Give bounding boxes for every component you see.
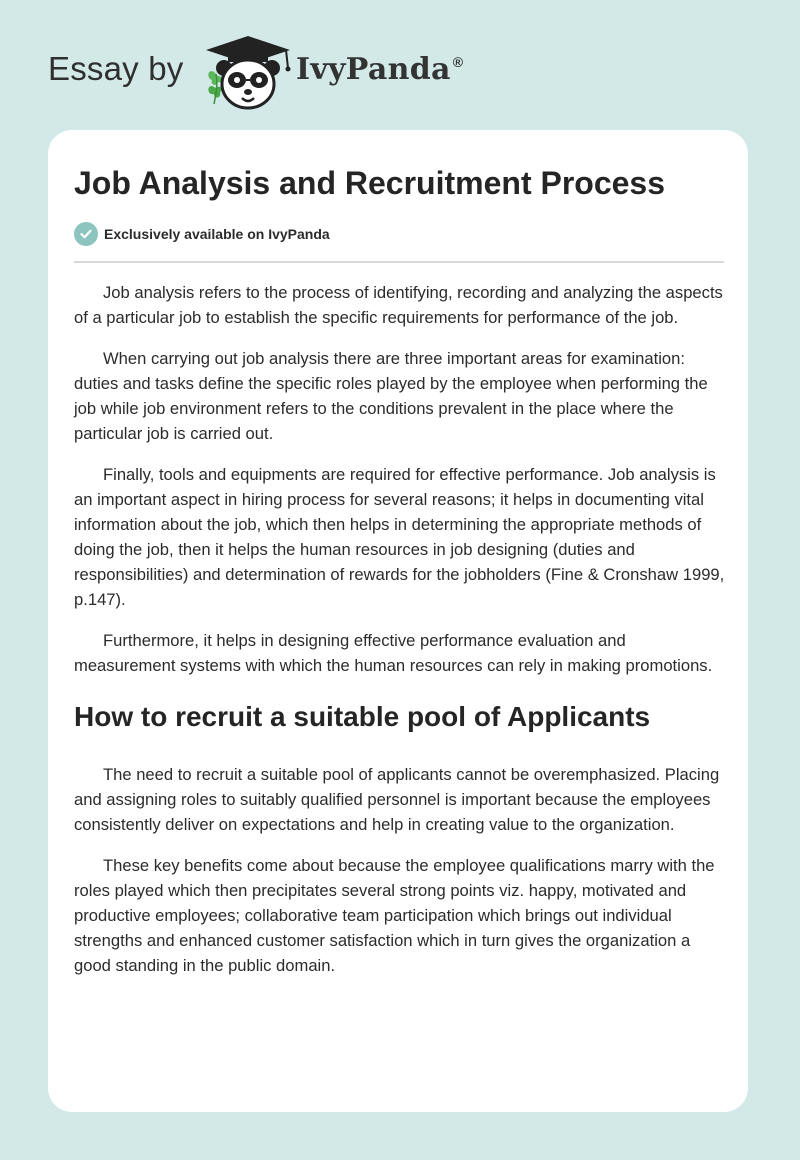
brand-name: IvyPanda	[296, 52, 451, 87]
paragraph: Furthermore, it helps in designing effective performance evaluation and measurement systems with which the human resources can rely in making promotions.	[74, 631, 713, 675]
badge-label: Exclusively available on IvyPanda	[104, 226, 330, 242]
paragraph: Finally, tools and equipments are required for effective performance. Job analysis is an important aspect in hiring process for several reasons; it helps in documenting vital information about the job, which then helps in determining the appropriate methods of doing the job, then it helps the human resources in job designing (duties and responsibilities) and determination of rewards for the jobholders (Fine & Cronshaw 1999, p.147).	[74, 465, 725, 609]
panda-graduate-icon[interactable]	[202, 34, 294, 110]
essay-body	[74, 280, 726, 994]
essay-by-label: Essay by	[48, 50, 184, 87]
registered-mark: ®	[452, 54, 464, 70]
paragraph: The need to recruit a suitable pool of applicants cannot be overemphasized. Placing and assigning roles to suitably qualified personnel is important because the employees consistently deliver on expectations and help in creating value to the organization.	[74, 765, 720, 834]
page-title: Job Analysis and Recruitment Process	[74, 165, 666, 201]
exclusive-badge	[74, 222, 330, 246]
check-circle-icon	[74, 222, 98, 246]
section-heading: How to recruit a suitable pool of Applicants	[74, 701, 651, 732]
paragraph: These key benefits come about because the employee qualifications marry with the roles played which then precipitates several strong points viz. happy, motivated and productive employees; collaborative team participation which brings out individual strengths and enhanced customer satisfaction which in turn gives the organization a good standing in the public domain.	[74, 856, 715, 975]
brand-logo-text[interactable]	[296, 52, 463, 87]
paragraph: Job analysis refers to the process of identifying, recording and analyzing the aspects of a particular job to establish the specific requirements for performance of the job.	[74, 283, 723, 327]
divider	[74, 261, 724, 263]
site-header	[0, 0, 800, 130]
essay-card	[48, 130, 748, 1112]
paragraph: When carrying out job analysis there are three important areas for examination: duties and tasks define the specific roles played by the employee when performing the job while job environment refers to the conditions prevalent in the place where the particular job is carried out.	[74, 349, 708, 443]
